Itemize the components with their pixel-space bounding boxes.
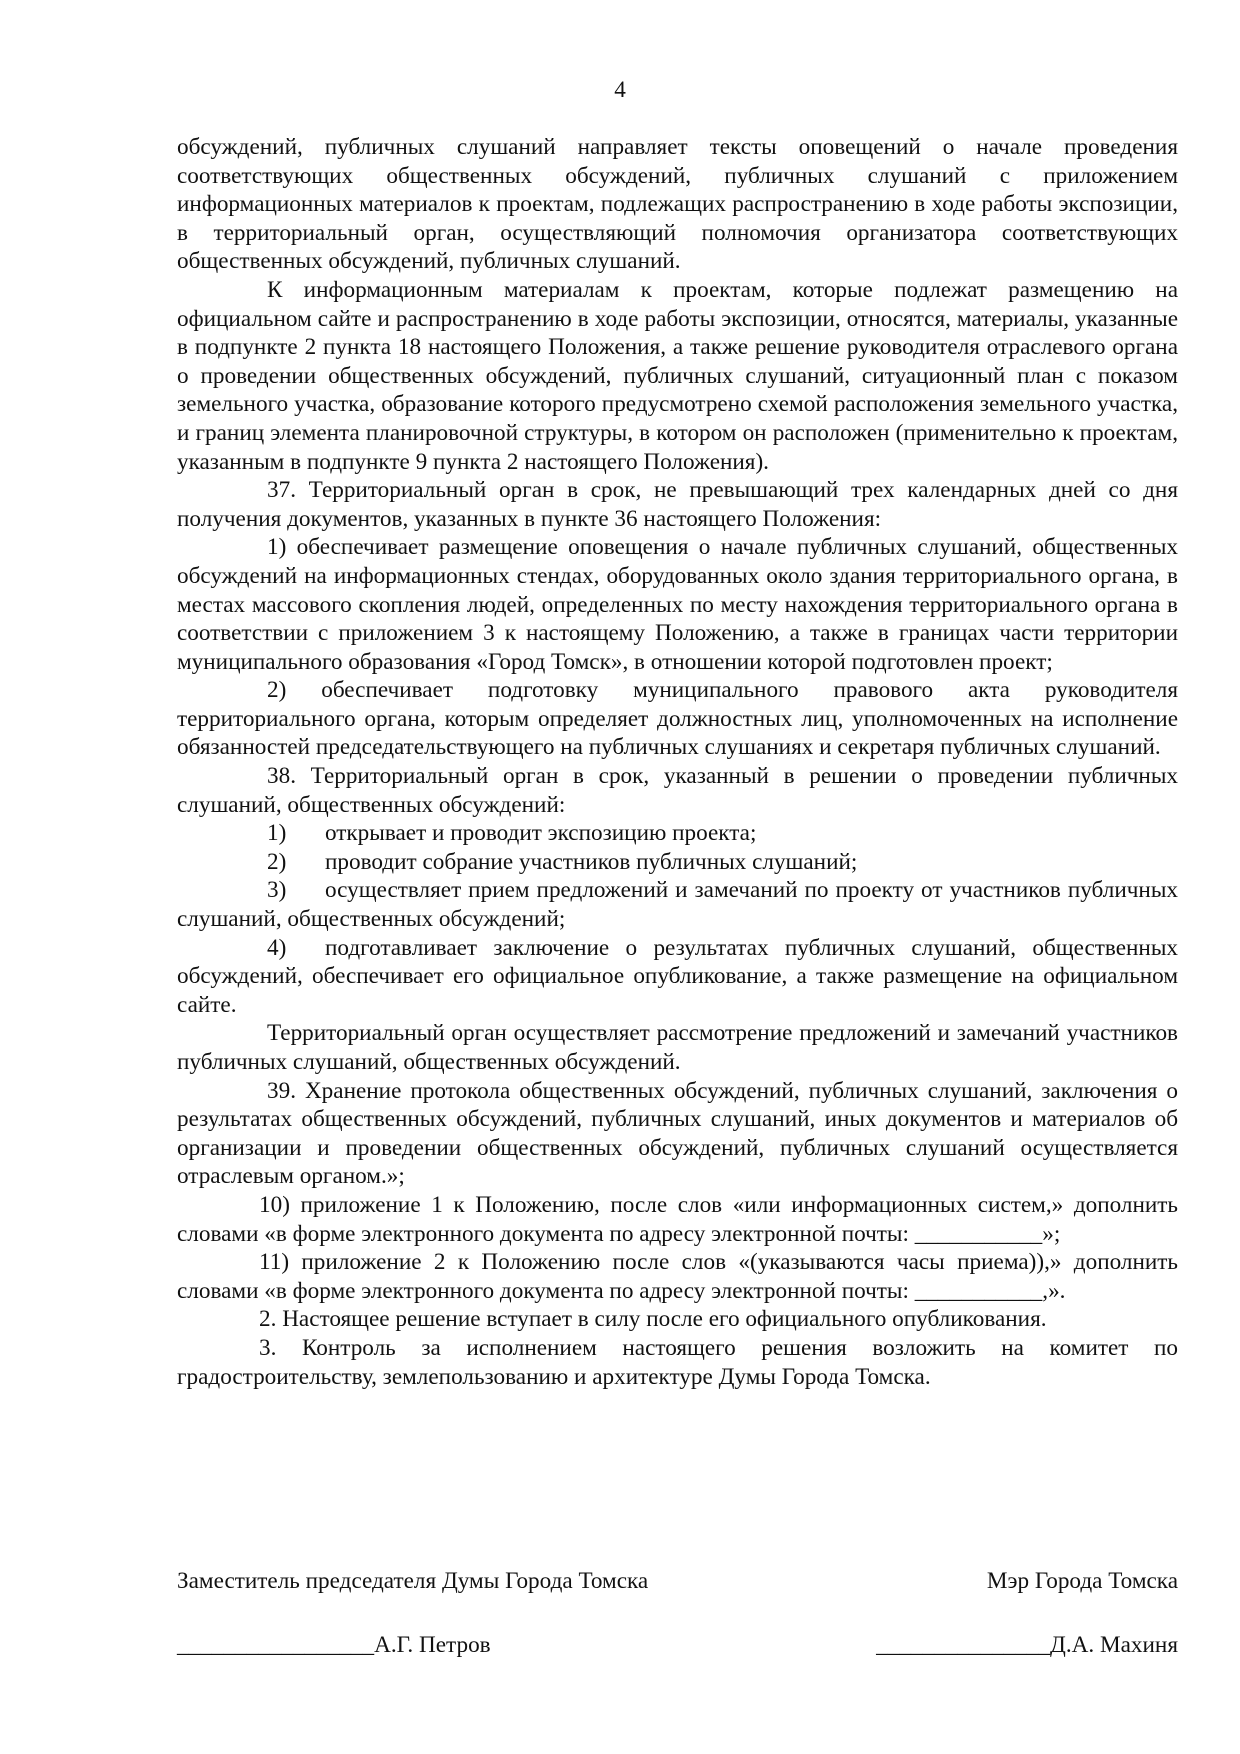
document-body [177,133,1178,1391]
paragraph-control: 3. Контроль за исполнением настоящего решения возложить на комитет по градостроительству, землепользованию и архитектуре Думы Города Томска. [177,1334,1178,1390]
mayor-signature: _______________Д.А. Махиня [876,1631,1178,1658]
list-item [177,934,1178,1020]
paragraph-item-39: 39. Хранение протокола общественных обсуждений, публичных слушаний, заключения о результатах общественных обсуждений, публичных слушаний, иных документов и материалов об организации и проведении общественных обсуждений, публичных слушаний осуществляется отраслевым органом.»; [177,1077,1178,1190]
list-text: проводит собрание участников публичных слушаний; [325,848,858,875]
paragraph-item-38: 38. Территориальный орган в срок, указанный в решении о проведении публичных слушаний, общественных обсуждений: [177,763,1178,818]
list-number: 2) [267,848,287,875]
paragraph-amendment-10: 10) приложение 1 к Положению, после слов «или информационных систем,» дополнить словами «в форме электронного документа по адресу электронной почты: ___________»; [177,1191,1178,1247]
list-item [177,848,1178,877]
list-number: 3) [267,877,287,904]
paragraph-continuation: обсуждений, публичных слушаний направляет тексты оповещений о начале проведения соответствующих общественных обсуждений, публичных слушаний с приложением информационных материалов к проектам, подлежащих распространению в ходе работы экспозиции, в территориальный орган, осуществляющий полномочия организатора соответствующих общественных обсуждений, публичных слушаний. [177,134,1178,275]
mayor-title: Мэр Города Томска [986,1568,1178,1594]
list-item [177,876,1178,933]
paragraph-effective-date: 2. Настоящее решение вступает в силу после его официального опубликования. [259,1306,1047,1333]
list-number: 1) [267,820,287,847]
paragraph-amendment-11: 11) приложение 2 к Положению после слов «(указываются часы приема)),» дополнить словами «в форме электронного документа по адресу электронной почты: ___________,». [177,1249,1178,1304]
signature-names [177,1631,1178,1660]
signature-titles [177,1567,1178,1596]
paragraph-item-37: 37. Территориальный орган в срок, не превышающий трех календарных дней со дня получения документов, указанных в пункте 36 настоящего Положения: [177,477,1178,532]
paragraph-review-proposals: Территориальный орган осуществляет рассмотрение предложений и замечаний участников публичных слушаний, общественных обсуждений. [177,1020,1178,1075]
deputy-chairman-title: Заместитель председателя Думы Города Томска [177,1568,649,1594]
deputy-chairman-signature: _________________А.Г. Петров [177,1631,491,1658]
paragraph-item-37-1: 1) обеспечивает размещение оповещения о начале публичных слушаний, общественных обсуждений на информационных стендах, оборудованных около здания территориального органа, в местах массового скопления людей, определенных по месту нахождения территориального органа в соответствии с приложением 3 к настоящему Положению, а также в границах части территории муниципального образования «Город Томск», в отношении которой подготовлен проект; [177,534,1178,675]
signature-block [177,1567,1178,1659]
list-number: 4) [267,934,287,961]
list-text: осуществляет прием предложений и замечаний по проекту от участников публичных слушаний, общественных обсуждений; [177,877,1178,933]
page-number: 4 [614,77,626,103]
list-item [177,819,1178,848]
paragraph-item-37-2: 2) обеспечивает подготовку муниципального правового акта руководителя территориального органа, которым определяет должностных лиц, уполномоченных на исполнение обязанностей председательствующего на публичных слушаниях и секретаря публичных слушаний. [177,677,1178,761]
paragraph-info-materials: К информационным материалам к проектам, которые подлежат размещению на официальном сайте и распространению в ходе работы экспозиции, относятся, материалы, указанные в подпункте 2 пункта 18 настоящего Положения, а также решение руководителя отраслевого органа о проведении общественных обсуждений, публичных слушаний, ситуационный план с показом земельного участка, образование которого предусмотрено схемой расположения земельного участка, и границ элемента планировочной структуры, в котором он расположен (применительно к проектам, указанным в подпункте 9 пункта 2 настоящего Положения). [177,276,1178,475]
list-text: подготавливает заключение о результатах публичных слушаний, общественных обсуждений, обеспечивает его официальное опубликование, а также размещение на официальном сайте. [177,934,1178,1018]
list-text: открывает и проводит экспозицию проекта; [325,820,757,847]
